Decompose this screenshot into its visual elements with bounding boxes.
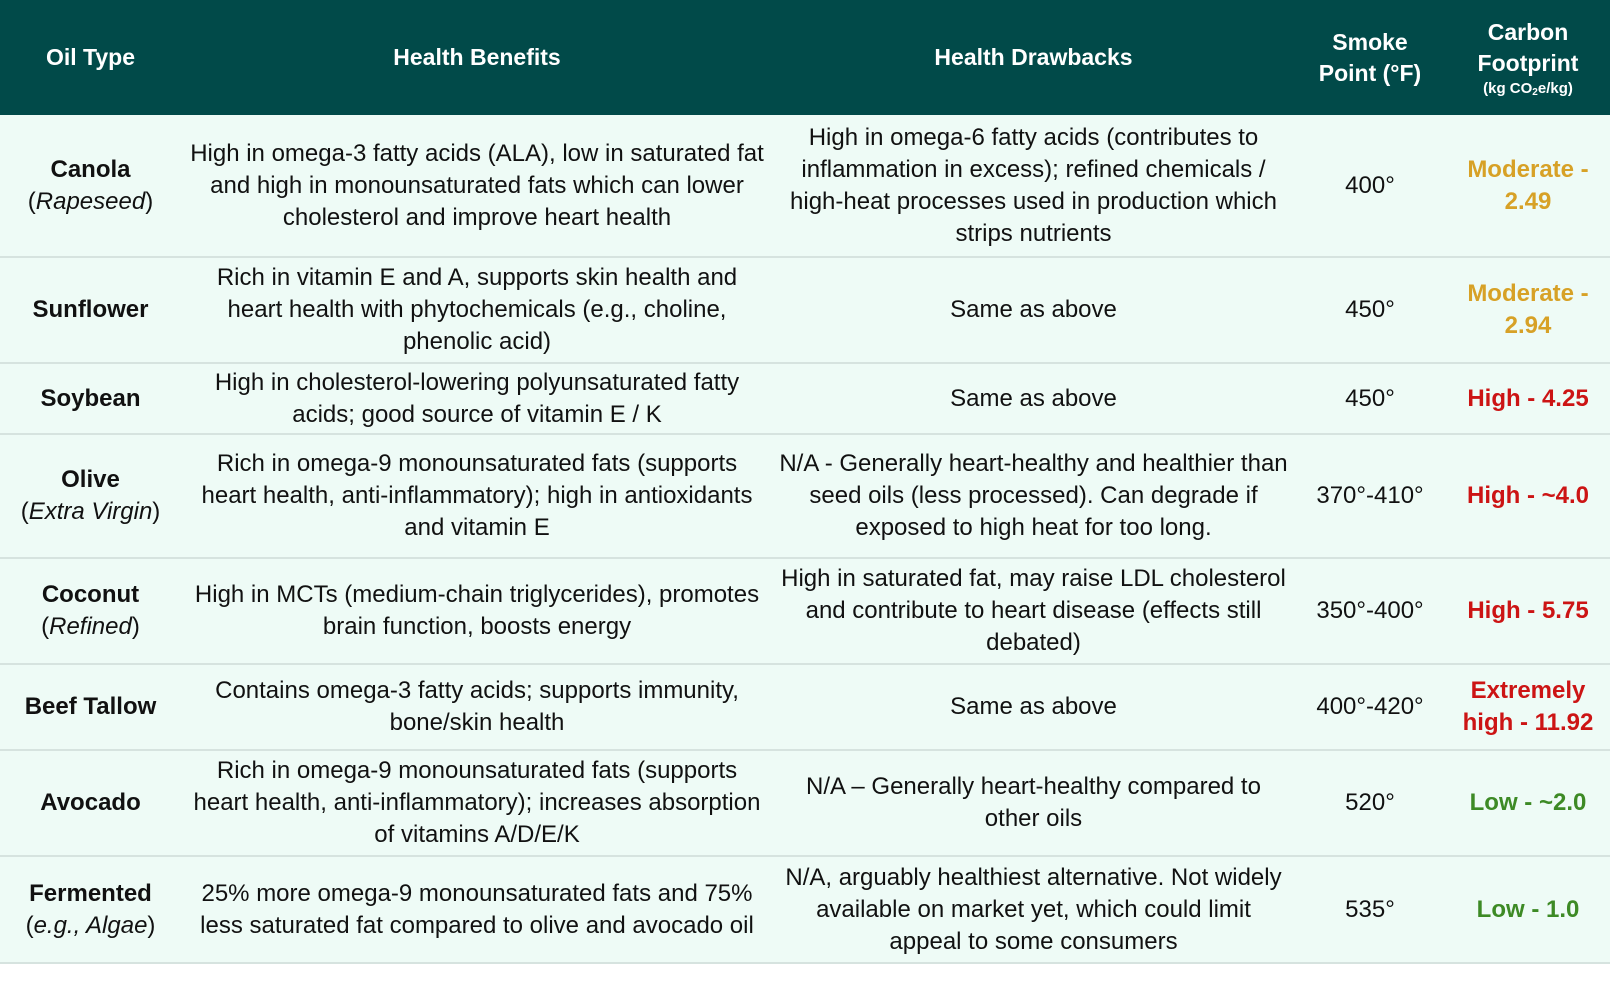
cell-health-benefits: Rich in vitamin E and A, supports skin health and heart health with phytochemicals (e.g., choline, phenolic acid) (181, 257, 773, 363)
cell-health-benefits: Rich in omega-9 monounsaturated fats (supports heart health, anti-inflammatory); high in antioxidants and vitamin E (181, 434, 773, 558)
oil-name: Olive (61, 466, 120, 493)
cell-health-benefits: High in MCTs (medium-chain triglycerides), promotes brain function, boosts energy (181, 558, 773, 664)
oil-name: Beef Tallow (24, 693, 157, 720)
cell-oil-type (0, 434, 181, 558)
cell-health-drawbacks: Same as above (773, 664, 1294, 750)
cell-smoke-point: 350°-400° (1294, 558, 1446, 664)
table-row (0, 434, 1610, 558)
cell-carbon-footprint: Low - ~2.0 (1446, 750, 1610, 856)
cell-carbon-footprint: Low - 1.0 (1446, 856, 1610, 963)
table-row (0, 856, 1610, 963)
cell-smoke-point: 450° (1294, 257, 1446, 363)
cell-oil-type (0, 856, 181, 963)
oil-variant: (Refined) (41, 613, 140, 640)
cell-oil-type (0, 750, 181, 856)
cell-health-benefits: High in omega-3 fatty acids (ALA), low in saturated fat and high in monounsaturated fats which can lower cholesterol and improve heart health (181, 115, 773, 257)
header-smoke-point (1294, 0, 1446, 115)
carbon-unit-subscript: 2 (1532, 86, 1538, 98)
cell-oil-type (0, 664, 181, 750)
table-row (0, 363, 1610, 434)
cell-carbon-footprint: High - 5.75 (1446, 558, 1610, 664)
cell-health-drawbacks: N/A - Generally heart-healthy and healthier than seed oils (less processed). Can degrade if exposed to high heat for too long. (773, 434, 1294, 558)
header-carbon-footprint (1446, 0, 1610, 115)
oil-variant: (e.g., Algae) (25, 911, 156, 939)
cell-health-drawbacks: N/A – Generally heart-healthy compared to other oils (773, 750, 1294, 856)
cell-health-drawbacks: Same as above (773, 257, 1294, 363)
carbon-unit-suffix: e/kg) (1537, 79, 1573, 97)
table-row (0, 257, 1610, 363)
cell-carbon-footprint: Moderate - 2.94 (1446, 257, 1610, 363)
oil-variant-text: Rapeseed (35, 187, 146, 215)
cell-oil-type (0, 558, 181, 664)
table-body (0, 115, 1610, 963)
cell-oil-type (0, 257, 181, 363)
oil-name: Sunflower (32, 296, 149, 323)
oil-name: Avocado (40, 789, 141, 816)
cell-carbon-footprint: Extremely high - 11.92 (1446, 664, 1610, 750)
table-row (0, 115, 1610, 257)
oil-name: Coconut (41, 581, 140, 608)
oil-name: Soybean (40, 384, 141, 412)
oil-variant: (Rapeseed) (27, 187, 154, 215)
header-health-benefits: Health Benefits (181, 0, 773, 115)
header-carbon-line2: Footprint (1477, 49, 1579, 76)
cell-health-drawbacks: High in saturated fat, may raise LDL cholesterol and contribute to heart disease (effects still debated) (773, 558, 1294, 664)
cell-smoke-point: 535° (1294, 856, 1446, 963)
cell-oil-type (0, 363, 181, 434)
cell-health-drawbacks: N/A, arguably healthiest alternative. Not widely available on market yet, which could limit appeal to some consumers (773, 856, 1294, 963)
header-oil-type: Oil Type (0, 0, 181, 115)
table-row (0, 558, 1610, 664)
carbon-unit-prefix: (kg CO (1483, 79, 1533, 97)
cell-health-benefits: Contains omega-3 fatty acids; supports immunity, bone/skin health (181, 664, 773, 750)
table-row (0, 750, 1610, 856)
header-health-drawbacks: Health Drawbacks (773, 0, 1294, 115)
cell-carbon-footprint: Moderate - 2.49 (1446, 115, 1610, 257)
oil-name: Fermented (29, 879, 152, 907)
header-smoke-point-line1: Smoke (1332, 28, 1408, 55)
cell-smoke-point: 400° (1294, 115, 1446, 257)
header-carbon-line1: Carbon (1487, 18, 1569, 45)
oil-variant-text: e.g., Algae (33, 911, 148, 939)
header-row (0, 0, 1610, 115)
cell-smoke-point: 370°-410° (1294, 434, 1446, 558)
oil-variant-text: Extra Virgin (28, 498, 153, 525)
oil-name: Canola (50, 155, 131, 183)
cell-carbon-footprint: High - 4.25 (1446, 363, 1610, 434)
cell-health-drawbacks: High in omega-6 fatty acids (contributes to inflammation in excess); refined chemicals / high-heat processes used in production which strips nutrients (773, 115, 1294, 257)
cell-health-benefits: High in cholesterol-lowering polyunsaturated fatty acids; good source of vitamin E / K (181, 363, 773, 434)
header-carbon-unit (1450, 79, 1606, 99)
cell-health-benefits: 25% more omega-9 monounsaturated fats and 75% less saturated fat compared to olive and avocado oil (181, 856, 773, 963)
cell-oil-type (0, 115, 181, 257)
cell-smoke-point: 450° (1294, 363, 1446, 434)
cell-smoke-point: 520° (1294, 750, 1446, 856)
header-smoke-point-line2: Point (°F) (1318, 59, 1422, 86)
cell-smoke-point: 400°-420° (1294, 664, 1446, 750)
oil-variant-text: Refined (49, 613, 132, 640)
cell-carbon-footprint: High - ~4.0 (1446, 434, 1610, 558)
cell-health-benefits: Rich in omega-9 monounsaturated fats (supports heart health, anti-inflammatory); increases absorption of vitamins A/D/E/K (181, 750, 773, 856)
table-row (0, 664, 1610, 750)
cell-health-drawbacks: Same as above (773, 363, 1294, 434)
oil-variant: (Extra Virgin) (20, 498, 161, 525)
